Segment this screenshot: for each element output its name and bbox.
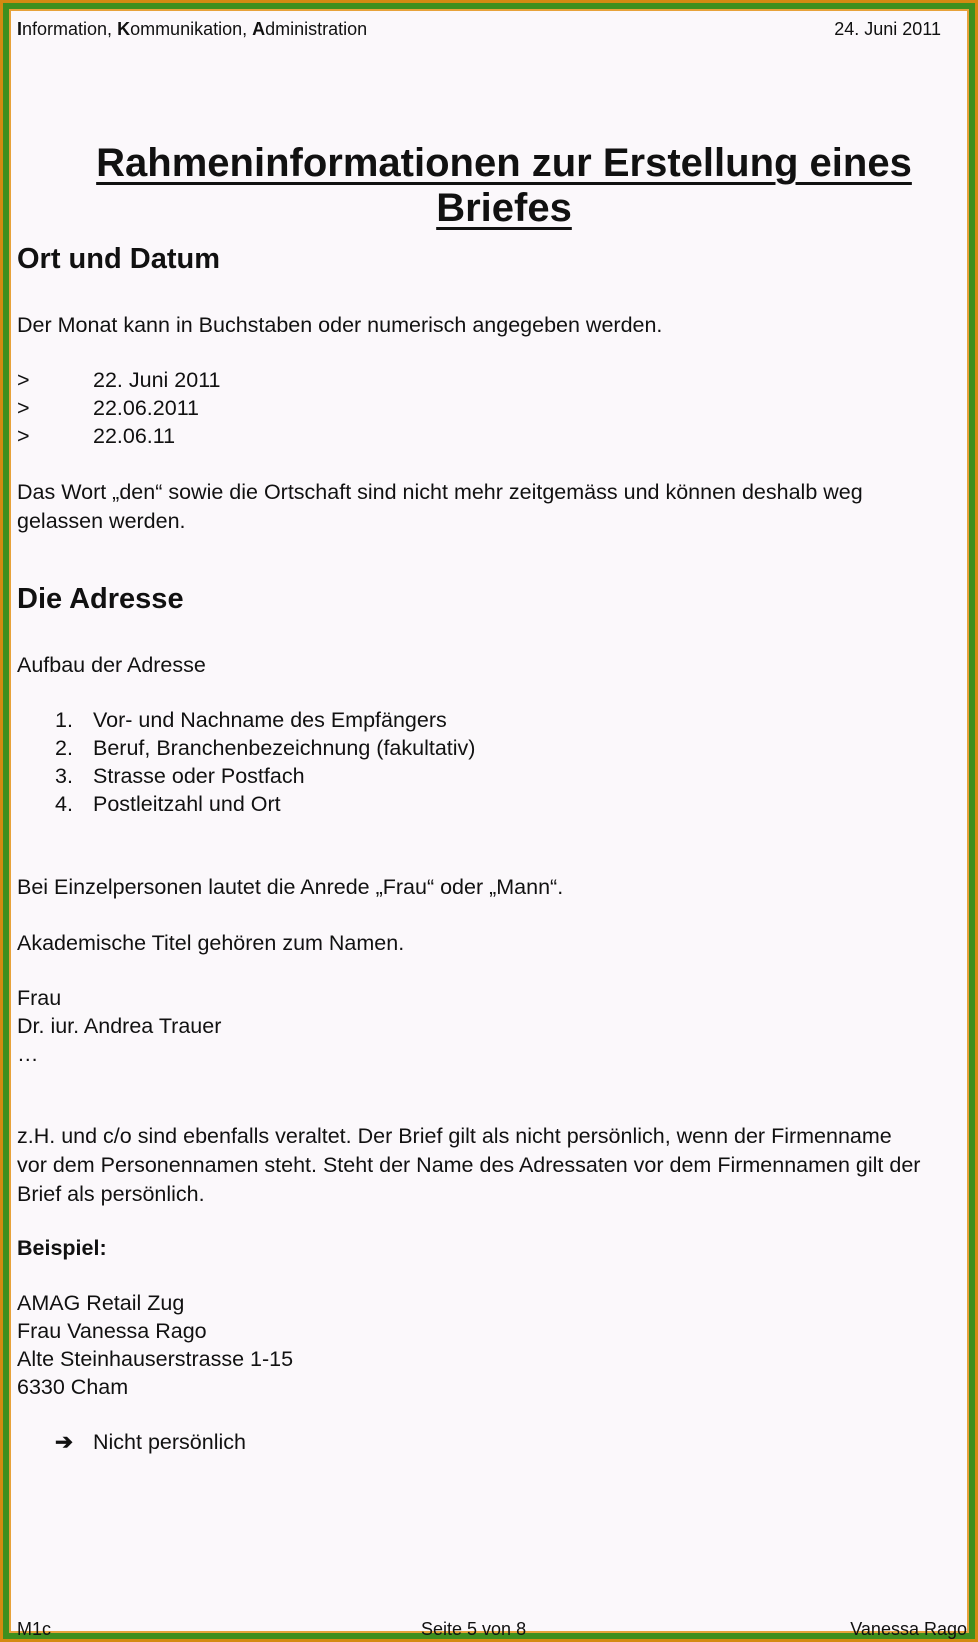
header-word-2: ommunikation, <box>130 19 253 39</box>
date-note: Das Wort „den“ sowie die Ortschaft sind nicht mehr zeitgemäss und können deshalb weg gelassen werden. <box>17 480 863 533</box>
document-page <box>9 9 969 1639</box>
list-text: Postleitzahl und Ort <box>93 792 281 816</box>
co-note: z.H. und c/o sind ebenfalls veraltet. Der Brief gilt als nicht persönlich, wenn der Firmenname vor dem Personennamen steht. Steht der Name des Adressaten vor dem Firmennamen gilt der Brief als persönlich. <box>17 1124 921 1206</box>
name-example-line: Frau <box>17 986 62 1010</box>
list-text: Beruf, Branchenbezeichnung (fakultativ) <box>93 736 476 760</box>
date-example-text: 22.06.11 <box>93 424 176 448</box>
header-initial-3: A <box>252 19 266 39</box>
example-address-line: AMAG Retail Zug <box>17 1291 185 1315</box>
header-initial-1: I <box>17 19 23 39</box>
bullet-marker: > <box>17 424 30 448</box>
page-title: Rahmeninformationen zur Erstellung eines Briefes <box>96 141 912 230</box>
header-word-3: dministration <box>265 19 368 39</box>
list-text: Vor- und Nachname des Empfängers <box>93 708 447 732</box>
section-heading-ort-datum: Ort und Datum <box>17 243 220 275</box>
header-word-1: nformation, <box>22 19 118 39</box>
list-number: 3. <box>55 764 73 788</box>
bullet-marker: > <box>17 368 30 392</box>
example-address-line: Alte Steinhauserstrasse 1-15 <box>17 1347 294 1371</box>
footer-code: M1c <box>17 1619 52 1639</box>
address-intro: Aufbau der Adresse <box>17 653 206 677</box>
header-initial-2: K <box>117 19 131 39</box>
bullet-marker: > <box>17 396 30 420</box>
list-number: 1. <box>55 708 73 732</box>
example-address-line: 6330 Cham <box>17 1375 129 1399</box>
address-list-item <box>55 734 475 763</box>
example-result <box>55 1428 246 1457</box>
list-number: 4. <box>55 792 73 816</box>
date-example-3 <box>17 422 175 451</box>
address-list-item <box>55 762 305 791</box>
name-example-line: … <box>17 1042 39 1066</box>
section-heading-adresse: Die Adresse <box>17 583 184 615</box>
footer-page-number: Seite 5 von 8 <box>421 1619 527 1639</box>
list-text: Strasse oder Postfach <box>93 764 305 788</box>
date-example-1 <box>17 366 221 395</box>
date-example-2 <box>17 394 199 423</box>
example-label: Beispiel: <box>17 1236 107 1260</box>
arrow-right-icon: ➔ <box>55 1430 74 1454</box>
date-example-text: 22. Juni 2011 <box>93 368 221 392</box>
example-address-line: Frau Vanessa Rago <box>17 1319 207 1343</box>
example-result-text: Nicht persönlich <box>93 1430 246 1454</box>
name-example-line: Dr. iur. Andrea Trauer <box>17 1014 222 1038</box>
salutation-note: Bei Einzelpersonen lautet die Anrede „Frau“ oder „Mann“. <box>17 875 564 899</box>
address-list-item <box>55 706 447 735</box>
footer-author: Vanessa Rago <box>850 1619 967 1639</box>
date-example-text: 22.06.2011 <box>93 396 200 420</box>
header-date: 24. Juni 2011 <box>834 19 941 39</box>
date-intro: Der Monat kann in Buchstaben oder numerisch angegeben werden. <box>17 313 663 337</box>
list-number: 2. <box>55 736 73 760</box>
academic-title-note: Akademische Titel gehören zum Namen. <box>17 931 405 955</box>
address-list-item <box>55 790 281 819</box>
header-subject <box>17 19 367 40</box>
